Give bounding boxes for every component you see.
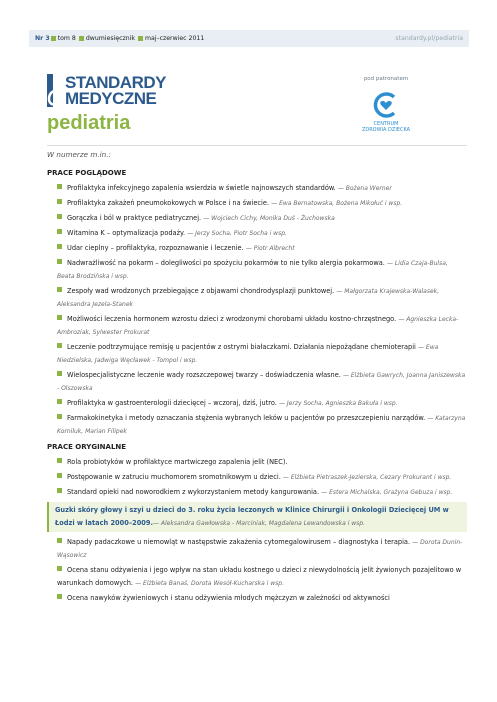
bullet-square-icon: [57, 343, 62, 348]
article-authors: — Bożena Werner: [337, 185, 392, 192]
article-item[interactable]: [47, 471, 467, 484]
article-item[interactable]: [47, 369, 467, 395]
article-item[interactable]: [47, 456, 467, 469]
issue-number: Nr 3: [35, 35, 50, 42]
article-title: Napady padaczkowe u niemowląt w następstwie zakażenia cytomegalowirusem – diagnostyka i terapia.: [67, 538, 411, 546]
patronage-label: pod patronatem: [363, 76, 409, 82]
bullet-square-icon: [57, 259, 62, 264]
highlighted-article[interactable]: [47, 502, 467, 532]
article-authors: — Dorota Dunin-Wąsowicz: [57, 539, 463, 559]
article-item[interactable]: [47, 227, 467, 240]
bullet-square-icon: [57, 315, 62, 320]
issue-bar: [29, 30, 469, 47]
bullet-square-icon: [57, 399, 62, 404]
bullet-square-icon: [57, 371, 62, 376]
article-item[interactable]: [47, 242, 467, 255]
bullet-square-icon: [57, 538, 62, 543]
article-item[interactable]: [47, 313, 467, 339]
article-title: Rola probiotyków w profilaktyce martwiczego zapalenia jelit (NEC).: [67, 458, 288, 466]
article-title: Nadwrażliwość na pokarm – dolegliwości po spożyciu pokarmów to nie tylko alergia pokarmowa.: [67, 259, 385, 267]
highlight-title: Guzki skóry głowy i szyi u dzieci do 3. roku życia leczonych w Klinice Chirurgii i Onkologii Dziecięcej UM w Łodzi w latach 2000–2009.: [55, 506, 449, 527]
bullet-square-icon: [57, 488, 62, 493]
bullet-square-icon: [57, 199, 62, 204]
article-authors: — Ewa Bernatowska, Bożena Mikołuć i wsp.: [271, 200, 403, 207]
article-item[interactable]: [47, 564, 467, 590]
article-item[interactable]: [47, 486, 467, 499]
article-item[interactable]: [47, 536, 467, 562]
section-title-original: PRACE ORYGINALNE: [47, 443, 127, 451]
divider: [47, 145, 467, 146]
period: maj–czerwiec 2011: [144, 35, 205, 42]
logo-line-1: STANDARDY: [65, 72, 166, 92]
article-authors: — Elżbieta Banaś, Dorota Wesół-Kucharska i wsp.: [135, 580, 284, 587]
article-title: Ocena nawyków żywieniowych i stanu odżywienia młodych mężczyzn w zależności od aktywności: [67, 594, 390, 602]
article-authors: — Katarzyna Korniluk, Marian Filipek: [57, 415, 466, 435]
patronage-caption-2: ZDROWIA DZIECKA: [361, 127, 411, 133]
logo-line-2: MEDYCZNE: [65, 88, 157, 108]
article-authors: — Małgorzata Krajewska-Walasek, Aleksandra Jezela-Stanek: [57, 288, 440, 308]
article-title: Standard opieki nad noworodkiem z wykorzystaniem metody kangurowania.: [67, 488, 320, 496]
section-title-reviews: PRACE POGLĄDOWE: [47, 169, 127, 177]
article-item[interactable]: [47, 412, 467, 438]
bullet-square-icon: [57, 594, 62, 599]
bullet-square-icon: [57, 566, 62, 571]
article-authors: — Ewa Niedzielska, Jadwiga Węcławek - Tompol i wsp.: [57, 344, 439, 364]
journal-subtitle: pediatria: [47, 112, 131, 134]
article-item[interactable]: [47, 257, 467, 283]
article-authors: — Jerzy Socha, Agnieszka Bakuła i wsp.: [279, 400, 398, 407]
patronage-badge: [356, 76, 416, 133]
article-authors: — Elżbieta Gawrych, Joanna Janiszewska - Olszowska: [57, 372, 466, 392]
logo-mark-icon: [47, 74, 61, 107]
bullet-square-icon: [57, 244, 62, 249]
article-title: Możliwości leczenia hormonem wzrostu dzieci z wrodzonymi chorobami układu kostno-chrzęstnego.: [67, 315, 397, 323]
article-item[interactable]: [47, 397, 467, 410]
article-authors: — Agnieszka Lecka-Ambroziak, Sylwester Prokurat: [57, 316, 459, 336]
article-authors: — Estera Michalska, Grażyna Gebuza i wsp.: [321, 489, 453, 496]
bullet-square-icon: [57, 287, 62, 292]
article-authors: — Lidia Czaja-Bulsa, Beata Brodzińska i wsp.: [57, 260, 448, 280]
article-authors: — Elżbieta Pietraszek-Jezierska, Cezary Prokurant i wsp.: [282, 474, 452, 481]
site-url[interactable]: standardy.pl/pediatria: [395, 35, 463, 42]
article-title: Profilaktyka w gastroenterologii dziecięcej – wczoraj, dziś, jutro.: [67, 399, 277, 407]
article-title: Farmakokinetyka i metody oznaczania stężenia wybranych leków u pacjentów po przeszczepieniu narządów.: [67, 414, 426, 422]
patronage-caption-1: CENTRUM: [373, 121, 399, 127]
article-item[interactable]: [47, 212, 467, 225]
article-title: Leczenie podtrzymujące remisję u pacjentów z ostrymi białaczkami. Działania niepożądane chemioterapii: [67, 343, 416, 351]
article-item[interactable]: [47, 182, 467, 195]
bullet-square-icon: [57, 414, 62, 419]
article-title: Wielospecjalistyczne leczenie wady rozszczepowej twarzy – doświadczenia własne.: [67, 371, 341, 379]
article-item[interactable]: [47, 197, 467, 210]
article-authors: — Wojciech Cichy, Monika Duś - Żuchowska: [203, 215, 335, 222]
article-authors: — Jerzy Socha, Piotr Socha i wsp.: [187, 230, 287, 237]
intro-text: W numerze m.in.:: [47, 150, 111, 159]
article-item[interactable]: [47, 592, 467, 605]
article-authors: — Piotr Albrecht: [245, 245, 295, 252]
contents-list: [47, 166, 467, 607]
journal-logo: [47, 74, 166, 107]
article-item[interactable]: [47, 285, 467, 311]
article-item[interactable]: [47, 341, 467, 367]
bullet-square-icon: [57, 214, 62, 219]
article-title: Gorączka i ból w praktyce pediatrycznej.: [67, 214, 202, 222]
article-title: Postępowanie w zatruciu muchomorem sromotnikowym u dzieci.: [67, 473, 281, 481]
article-title: Witamina K – optymalizacja podaży.: [67, 229, 186, 237]
article-title: Profilaktyka zakażeń pneumokokowych w Polsce i na świecie.: [67, 199, 270, 207]
heart-c-icon: [373, 92, 399, 118]
article-title: Profilaktyka infekcyjnego zapalenia wsierdzia w świetle najnowszych standardów.: [67, 184, 336, 192]
article-title: Ocena stanu odżywienia i jego wpływ na stan układu kostnego u dzieci z niewydolnością jelit żywionych pozajelitowo w warunkach domowych.: [57, 566, 462, 587]
article-title: Zespoły wad wrodzonych przebiegające z objawami chondrodysplazji punktowej.: [67, 287, 335, 295]
bullet-square-icon: [57, 458, 62, 463]
bullet-square-icon: [57, 473, 62, 478]
highlight-authors: — Aleksandra Gawłowska - Marciniak, Magdalena Lewandowska i wsp.: [152, 520, 366, 527]
article-title: Udar cieplny – profilaktyka, rozpoznawanie i leczenie.: [67, 244, 244, 252]
bullet-square-icon: [57, 229, 62, 234]
volume: tom 8: [57, 35, 76, 42]
frequency: dwumiesięcznik: [85, 35, 135, 42]
bullet-square-icon: [57, 184, 62, 189]
